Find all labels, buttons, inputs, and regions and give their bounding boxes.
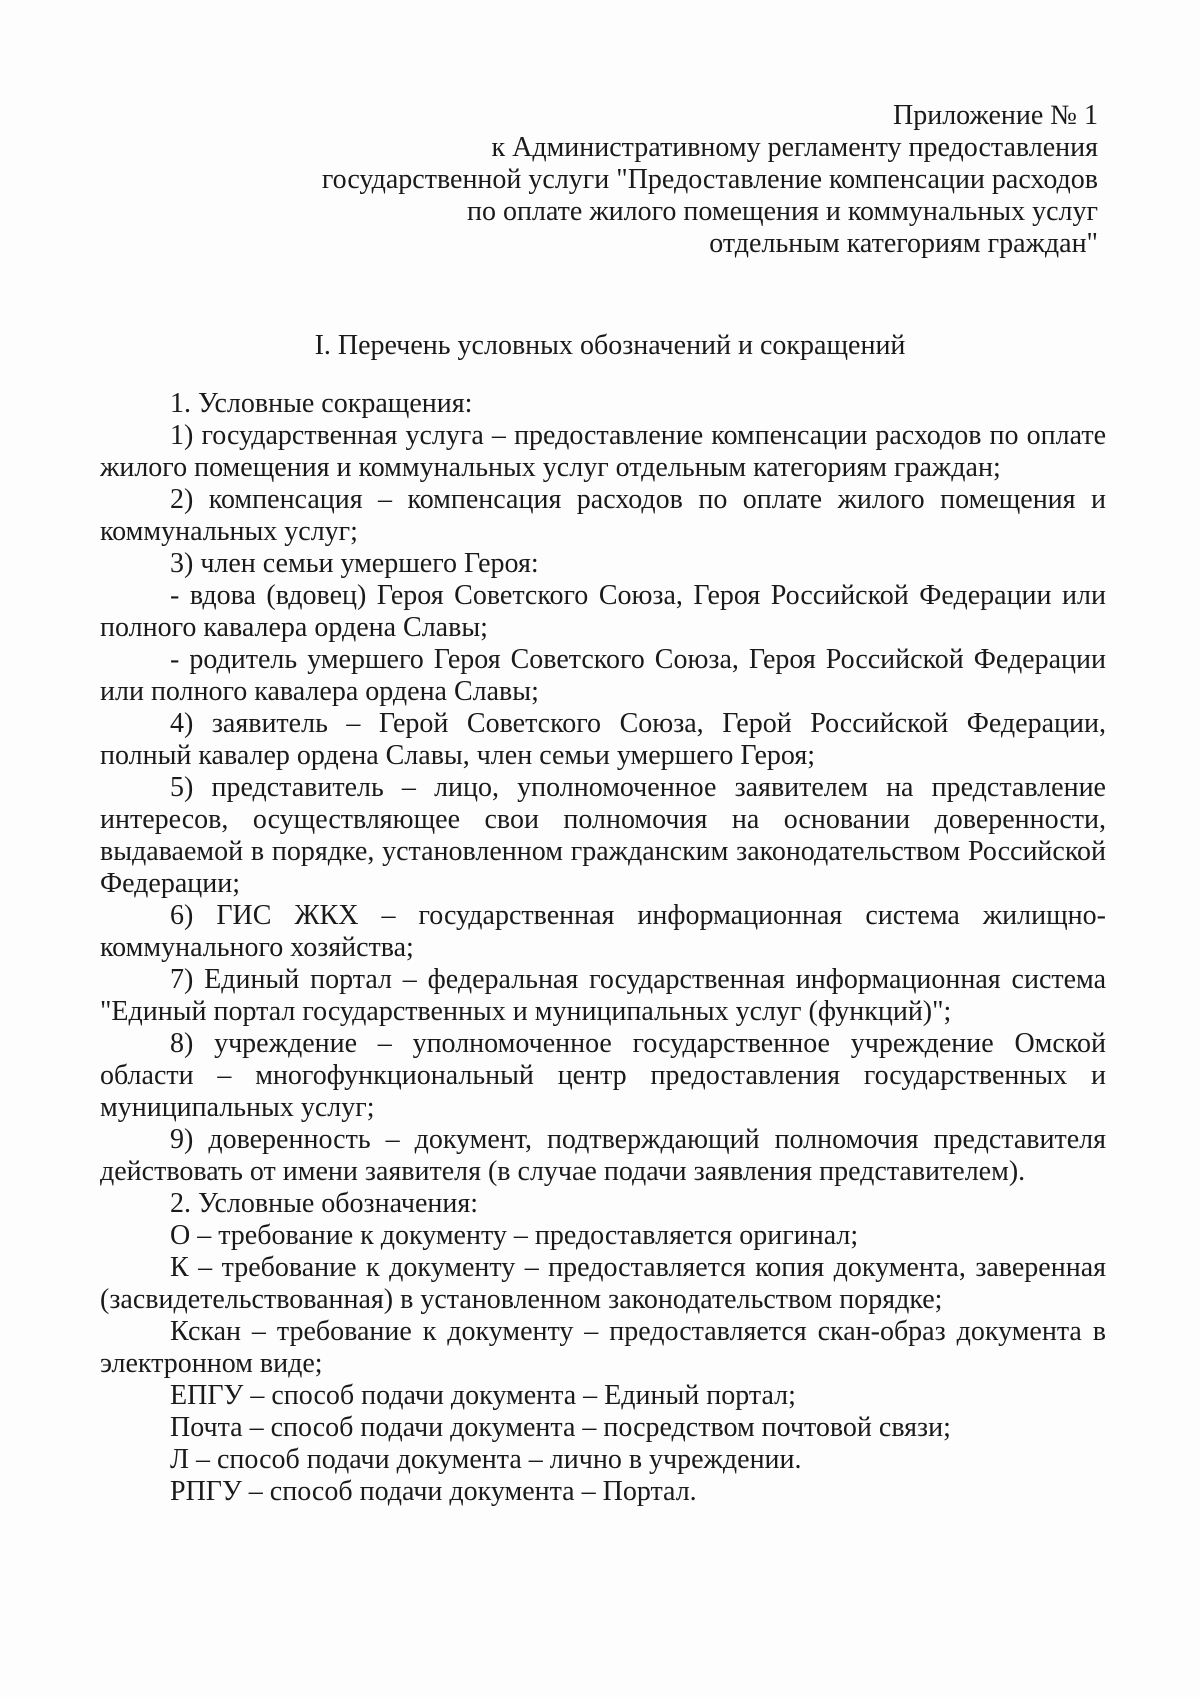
- document-body: [100, 388, 1106, 1508]
- appendix-line: по оплате жилого помещения и коммунальных услуг: [467, 196, 1098, 227]
- paragraph: 8) учреждение – уполномоченное государственное учреждение Омской области – многофункциональный центр предоставления государственных и муниципальных услуг;: [100, 1028, 1106, 1123]
- paragraph: - вдова (вдовец) Героя Советского Союза, Героя Российской Федерации или полного кавалера ордена Славы;: [100, 580, 1106, 643]
- paragraph-designations-heading: 2. Условные обозначения:: [170, 1188, 479, 1219]
- paragraph: 6) ГИС ЖКХ – государственная информационная система жилищно-коммунального хозяйства;: [100, 900, 1106, 963]
- paragraph: 7) Единый портал – федеральная государственная информационная система "Единый портал государственных и муниципальных услуг (функций)";: [100, 964, 1106, 1027]
- paragraph: 2) компенсация – компенсация расходов по оплате жилого помещения и коммунальных услуг;: [100, 484, 1106, 547]
- paragraph-abbreviations-heading: 1. Условные сокращения:: [170, 388, 473, 419]
- paragraph: О – требование к документу – предоставляется оригинал;: [170, 1220, 859, 1251]
- paragraph: РПГУ – способ подачи документа – Портал.: [170, 1476, 697, 1507]
- paragraph: - родитель умершего Героя Советского Союза, Героя Российской Федерации или полного кавалера ордена Славы;: [100, 644, 1106, 707]
- paragraph: 1) государственная услуга – предоставление компенсации расходов по оплате жилого помещения и коммунальных услуг отдельным категориям граждан;: [100, 420, 1106, 483]
- paragraph: 4) заявитель – Герой Советского Союза, Герой Российской Федерации, полный кавалер ордена Славы, член семьи умершего Героя;: [100, 708, 1106, 771]
- paragraph: 3) член семьи умершего Героя:: [170, 548, 539, 579]
- paragraph: 5) представитель – лицо, уполномоченное заявителем на представление интересов, осуществляющее свои полномочия на основании доверенности, выдаваемой в порядке, установленном гражданским законодательством Российской Федерации;: [100, 772, 1106, 899]
- appendix-header: [198, 100, 1098, 260]
- paragraph: 9) доверенность – документ, подтверждающий полномочия представителя действовать от имени заявителя (в случае подачи заявления представителем).: [100, 1124, 1106, 1187]
- appendix-number: Приложение № 1: [893, 100, 1098, 131]
- paragraph: Кскан – требование к документу – предоставляется скан-образ документа в электронном виде;: [100, 1316, 1106, 1379]
- paragraph: Л – способ подачи документа – лично в учреждении.: [170, 1444, 802, 1475]
- paragraph: ЕПГУ – способ подачи документа – Единый портал;: [170, 1380, 796, 1411]
- appendix-line: к Административному регламенту предоставления: [491, 132, 1098, 163]
- section-title: I. Перечень условных обозначений и сокращений: [314, 330, 906, 361]
- paragraph: Почта – способ подачи документа – посредством почтовой связи;: [170, 1412, 951, 1443]
- appendix-line: отдельным категориям граждан": [709, 228, 1098, 259]
- paragraph: К – требование к документу – предоставляется копия документа, заверенная (засвидетельствованная) в установленном законодательством порядке;: [100, 1252, 1106, 1315]
- appendix-line: государственной услуги "Предоставление компенсации расходов: [321, 164, 1098, 195]
